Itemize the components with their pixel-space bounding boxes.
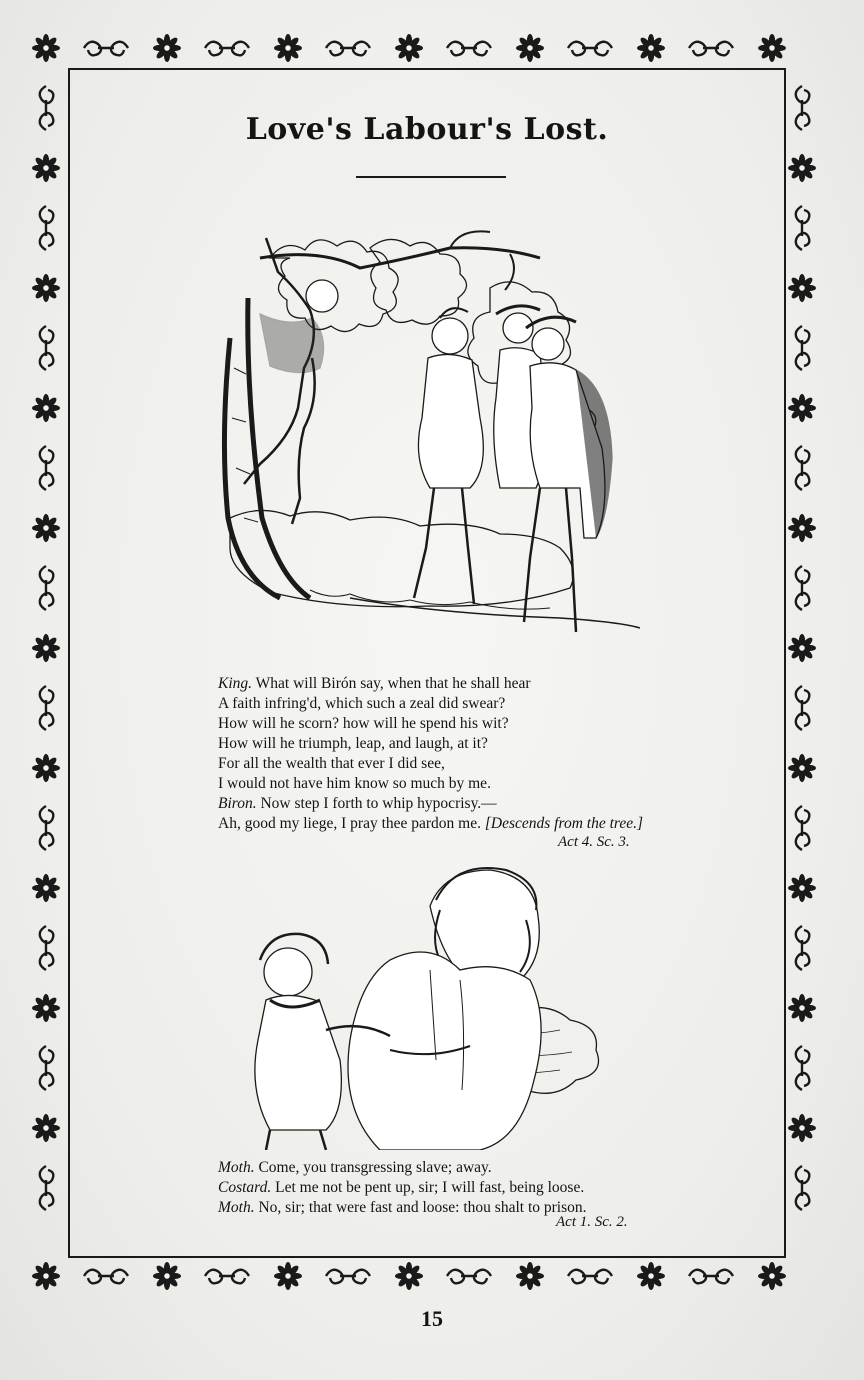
rosette-ornament: [32, 274, 60, 302]
verse-line: [218, 1178, 587, 1198]
speaker-name: Moth.: [218, 1199, 255, 1216]
verse-line: [218, 674, 643, 694]
rosette-ornament: [153, 1262, 181, 1290]
passage-two: [218, 1158, 587, 1218]
scroll-ornament: [568, 42, 612, 56]
rosette-ornament: [32, 154, 60, 182]
scroll-ornament: [796, 446, 810, 490]
rosette-ornament: [758, 1262, 786, 1290]
rosette-ornament: [788, 1114, 816, 1142]
rosette-ornament: [32, 1262, 60, 1290]
moth-costard-illustration: [230, 860, 630, 1150]
rosette-ornament: [788, 754, 816, 782]
scroll-ornament: [40, 686, 54, 730]
verse-text: A faith infring'd, which such a zeal did swear?: [218, 695, 506, 712]
scroll-ornament: [40, 1166, 54, 1210]
scroll-ornament: [796, 1166, 810, 1210]
scroll-ornament: [796, 86, 810, 130]
rosette-ornament: [32, 874, 60, 902]
rosette-ornament: [274, 1262, 302, 1290]
rosette-ornament: [788, 394, 816, 422]
verse-line: [218, 694, 643, 714]
verse-text: No, sir; that were fast and loose: thou shalt to prison.: [254, 1199, 587, 1216]
verse-text: Let me not be pent up, sir; I will fast, being loose.: [271, 1179, 585, 1196]
scroll-ornament: [326, 42, 370, 56]
verse-text: Ah, good my liege, I pray thee pardon me.: [218, 815, 485, 832]
rosette-ornament: [32, 634, 60, 662]
scroll-ornament: [40, 1046, 54, 1090]
passage-one: [218, 674, 643, 834]
stage-direction: [Descends from the tree.]: [484, 815, 644, 832]
verse-text: What will Birón say, when that he shall hear: [252, 675, 531, 692]
speaker-name: Biron.: [218, 795, 257, 812]
scroll-ornament: [40, 206, 54, 250]
rosette-ornament: [516, 34, 544, 62]
scroll-ornament: [447, 1270, 491, 1284]
scroll-ornament: [796, 686, 810, 730]
rosette-ornament: [788, 634, 816, 662]
scroll-ornament: [40, 326, 54, 370]
scroll-ornament: [84, 1270, 128, 1284]
citation-one: Act 4. Sc. 3.: [558, 834, 630, 850]
verse-line: [218, 794, 643, 814]
rosette-ornament: [637, 1262, 665, 1290]
rosette-ornament: [32, 994, 60, 1022]
verse-line: [218, 714, 643, 734]
scroll-ornament: [40, 806, 54, 850]
verse-text: I would not have him know so much by me.: [218, 775, 491, 792]
rosette-ornament: [637, 34, 665, 62]
scroll-ornament: [796, 326, 810, 370]
rosette-ornament: [788, 514, 816, 542]
verse-text: For all the wealth that ever I did see,: [218, 755, 445, 772]
scroll-ornament: [796, 806, 810, 850]
speaker-name: Costard.: [218, 1179, 272, 1196]
play-title: Love's Labour's Lost.: [245, 112, 609, 147]
rosette-ornament: [32, 514, 60, 542]
verse-line: [218, 1158, 587, 1178]
rosette-ornament: [274, 34, 302, 62]
scroll-ornament: [205, 42, 249, 56]
scroll-ornament: [796, 206, 810, 250]
scroll-ornament: [40, 926, 54, 970]
verse-text: Now step I forth to whip hypocrisy.—: [256, 795, 497, 812]
tree-scene-illustration: [200, 218, 640, 658]
rosette-ornament: [788, 874, 816, 902]
speaker-name: Moth.: [218, 1159, 255, 1176]
scroll-ornament: [40, 86, 54, 130]
rosette-ornament: [32, 394, 60, 422]
rosette-ornament: [153, 34, 181, 62]
scroll-ornament: [568, 1270, 612, 1284]
scroll-ornament: [689, 1270, 733, 1284]
scroll-ornament: [84, 42, 128, 56]
rosette-ornament: [758, 34, 786, 62]
rosette-ornament: [395, 1262, 423, 1290]
verse-line: [218, 754, 643, 774]
verse-line: [218, 1198, 587, 1218]
speaker-name: King.: [218, 675, 253, 692]
scroll-ornament: [689, 42, 733, 56]
verse-line: [218, 734, 643, 754]
verse-text: How will he triumph, leap, and laugh, at it?: [218, 735, 488, 752]
scroll-ornament: [796, 566, 810, 610]
scroll-ornament: [796, 1046, 810, 1090]
rosette-ornament: [395, 34, 423, 62]
verse-text: Come, you transgressing slave; away.: [254, 1159, 492, 1176]
rosette-ornament: [32, 34, 60, 62]
rosette-ornament: [788, 154, 816, 182]
scroll-ornament: [447, 42, 491, 56]
rosette-ornament: [32, 1114, 60, 1142]
verse-text: How will he scorn? how will he spend his wit?: [218, 715, 509, 732]
scroll-ornament: [40, 566, 54, 610]
title-rule: [356, 176, 506, 178]
rosette-ornament: [788, 274, 816, 302]
scroll-ornament: [40, 446, 54, 490]
verse-line: [218, 814, 643, 834]
rosette-ornament: [32, 754, 60, 782]
scroll-ornament: [326, 1270, 370, 1284]
verse-line: [218, 774, 643, 794]
page-number: 15: [421, 1306, 443, 1331]
rosette-ornament: [788, 994, 816, 1022]
rosette-ornament: [516, 1262, 544, 1290]
scroll-ornament: [796, 926, 810, 970]
citation-two: Act 1. Sc. 2.: [556, 1214, 628, 1230]
scroll-ornament: [205, 1270, 249, 1284]
